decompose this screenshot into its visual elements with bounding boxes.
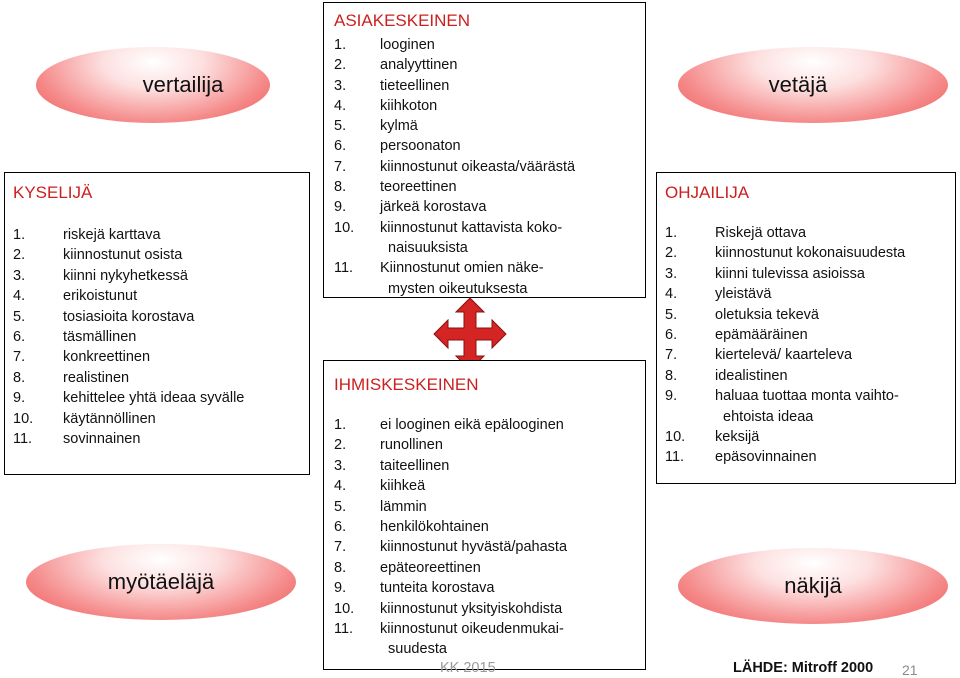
list-item-text: kiihkeä	[380, 478, 426, 495]
list-item-text: täsmällinen	[63, 329, 137, 346]
list-item-number: 8.	[334, 559, 347, 576]
list-item-number: 5.	[665, 306, 678, 323]
list-item-number: 2.	[334, 57, 347, 74]
list-item	[665, 447, 947, 467]
list-item-number: 4.	[334, 97, 347, 114]
footer-source: LÄHDE: Mitroff 2000	[733, 660, 874, 676]
ellipse-vetaja	[678, 47, 948, 123]
list-item	[13, 347, 301, 367]
list-item-number: 10.	[665, 429, 686, 446]
list-item-text: kiinni nykyhetkessä	[63, 267, 188, 284]
list-item	[334, 415, 635, 435]
ellipse-label: myötäeläjä	[107, 569, 215, 594]
list-item-text: erikoistunut	[63, 288, 138, 305]
list-item-text: kiinnostunut oikeasta/väärästä	[380, 158, 576, 175]
list-item-number: 3.	[334, 457, 347, 474]
kyselija-box	[4, 172, 310, 475]
list-item	[334, 238, 635, 258]
list-item-text: naisuuksista	[380, 239, 468, 256]
list-item-number: 8.	[665, 367, 678, 384]
list-item-text: epäsovinnainen	[715, 449, 817, 466]
list-item-number	[334, 279, 380, 299]
list-item-text: realistinen	[63, 369, 130, 386]
kyselija-heading: KYSELIJÄ	[13, 183, 93, 202]
list-item-number: 2.	[334, 437, 347, 454]
list-item	[665, 345, 947, 365]
list-item-text: henkilökohtainen	[380, 519, 489, 536]
list-item-text: kylmä	[380, 118, 418, 135]
list-item	[334, 55, 635, 75]
list-item-number: 9.	[334, 580, 347, 597]
list-item-text: kiinni tulevissa asioissa	[715, 265, 865, 282]
list-item-text: tunteita korostava	[380, 580, 495, 597]
page-number: 21	[902, 662, 918, 678]
list-item-number: 7.	[665, 347, 678, 364]
list-item-text: oletuksia tekevä	[715, 306, 819, 323]
list-item-text: kiinnostunut yksityiskohdista	[380, 600, 563, 617]
list-item-text: haluaa tuottaa monta vaihto-	[715, 388, 899, 405]
list-item	[665, 305, 947, 325]
list-item	[665, 243, 947, 263]
list-item-number: 4.	[665, 286, 678, 303]
list-item	[665, 264, 947, 284]
list-item-text: lämmin	[380, 498, 427, 515]
list-item	[334, 599, 635, 619]
list-item	[13, 409, 301, 429]
list-item-number: 10.	[334, 219, 355, 236]
list-item-number: 4.	[334, 478, 347, 495]
list-item-number: 8.	[13, 369, 26, 386]
list-item	[334, 116, 635, 136]
list-item-text: mysten oikeutuksesta	[380, 280, 528, 297]
list-item	[13, 388, 301, 408]
list-item	[665, 386, 947, 406]
list-item	[334, 136, 635, 156]
list-item-number: 7.	[13, 349, 26, 366]
list-item-text: kehittelee yhtä ideaa syvälle	[63, 390, 245, 407]
ellipse-label: näkijä	[784, 573, 842, 598]
list-item-number: 1.	[334, 417, 347, 433]
list-item	[334, 476, 635, 496]
list-item-text: yleistävä	[715, 286, 772, 303]
list-item-text: kiinnostunut kokonaisuudesta	[715, 245, 906, 262]
list-item	[334, 96, 635, 116]
list-item-number: 4.	[13, 288, 26, 305]
list-item-text: kiinnostunut osista	[63, 247, 183, 264]
list-item	[334, 35, 635, 55]
list-item	[13, 327, 301, 347]
list-item-text: kiertelevä/ kaarteleva	[715, 347, 853, 364]
list-item-text: tieteellinen	[380, 77, 450, 94]
list-item-number: 11.	[334, 621, 354, 638]
list-item-text: persoonaton	[380, 138, 461, 155]
list-item-number: 2.	[665, 245, 678, 262]
kyselija-list	[13, 225, 301, 449]
list-item-text: käytännöllinen	[63, 410, 156, 427]
list-item	[13, 307, 301, 327]
list-item	[13, 266, 301, 286]
list-item	[334, 157, 635, 177]
list-item	[13, 429, 301, 449]
list-item-text: ehtoista ideaa	[715, 408, 814, 425]
list-item	[334, 177, 635, 197]
ellipse-label: vertailija	[142, 72, 224, 97]
list-item-number: 9.	[13, 390, 26, 407]
ohjailija-list	[665, 223, 947, 468]
list-item-number: 10.	[334, 600, 355, 617]
list-item-number: 2.	[13, 247, 26, 264]
list-item-text: looginen	[380, 37, 435, 53]
list-item-text: tosiasioita korostava	[63, 308, 195, 325]
list-item-text: idealistinen	[715, 367, 788, 384]
list-item-number: 5.	[334, 118, 347, 135]
list-item-number: 6.	[334, 138, 347, 155]
list-item-text: epäteoreettinen	[380, 559, 481, 576]
list-item	[665, 427, 947, 447]
list-item-number: 1.	[334, 37, 347, 53]
list-item	[334, 258, 635, 278]
list-item-text: suudesta	[380, 641, 447, 658]
list-item-text: järkeä korostava	[380, 199, 487, 216]
list-item	[334, 197, 635, 217]
list-item-number: 9.	[665, 388, 678, 405]
list-item	[334, 456, 635, 476]
list-item	[334, 537, 635, 557]
list-item-text: kiinnostunut oikeudenmukai-	[380, 621, 564, 638]
list-item-text: analyyttinen	[380, 57, 458, 74]
list-item-text: konkreettinen	[63, 349, 151, 366]
list-item-number: 11.	[334, 260, 354, 277]
list-item-number: 8.	[334, 179, 347, 196]
list-item-number: 5.	[334, 498, 347, 515]
list-item-text: taiteellinen	[380, 457, 450, 474]
ihmiskeskeinen-list	[334, 415, 635, 660]
list-item-number: 6.	[334, 519, 347, 536]
list-item	[334, 578, 635, 598]
list-item	[665, 366, 947, 386]
list-item	[665, 223, 947, 243]
list-item-text: riskejä karttava	[63, 227, 161, 243]
list-item-text: keksijä	[715, 429, 760, 446]
list-item	[665, 325, 947, 345]
list-item-text: Kiinnostunut omien näke-	[380, 260, 544, 277]
list-item-text: kiinnostunut kattavista koko-	[380, 219, 563, 236]
list-item	[13, 225, 301, 245]
list-item-number: 3.	[665, 265, 678, 282]
list-item-text: ei looginen eikä epälooginen	[380, 417, 564, 433]
list-item	[334, 619, 635, 639]
list-item	[665, 407, 947, 427]
ihmiskeskeinen-box	[323, 360, 646, 670]
list-item-number	[334, 639, 380, 659]
list-item-number: 3.	[334, 77, 347, 94]
list-item-number: 7.	[334, 158, 347, 175]
list-item-text: runollinen	[380, 437, 443, 454]
list-item-text: kiihkoton	[380, 97, 438, 114]
list-item-number: 6.	[13, 329, 26, 346]
asiakeskeinen-heading: ASIAKESKEINEN	[334, 11, 471, 30]
list-item	[334, 558, 635, 578]
ohjailija-heading: OHJAILIJA	[665, 183, 750, 202]
list-item	[13, 286, 301, 306]
list-item-number: 10.	[13, 410, 34, 427]
list-item-number: 3.	[13, 267, 26, 284]
list-item-text: Riskejä ottava	[715, 225, 807, 241]
ellipse-vertailija	[36, 47, 270, 123]
ellipse-label: vetäjä	[768, 72, 828, 97]
list-item-number: 11.	[665, 449, 685, 466]
list-item-text: epämääräinen	[715, 327, 808, 344]
list-item	[334, 517, 635, 537]
asiakeskeinen-list	[334, 35, 635, 299]
list-item	[665, 284, 947, 304]
list-item-number: 1.	[13, 227, 26, 243]
list-item	[334, 435, 635, 455]
list-item	[334, 639, 635, 659]
asiakeskeinen-box	[323, 2, 646, 298]
list-item-text: teoreettinen	[380, 179, 457, 196]
list-item-number: 7.	[334, 539, 347, 556]
list-item-number: 1.	[665, 225, 678, 241]
list-item	[13, 245, 301, 265]
list-item-number	[334, 238, 380, 258]
footer-author: KK 2015	[440, 660, 496, 676]
ohjailija-box	[656, 172, 956, 484]
list-item	[334, 76, 635, 96]
list-item	[334, 218, 635, 238]
list-item-number: 6.	[665, 327, 678, 344]
list-item-number: 9.	[334, 199, 347, 216]
list-item	[334, 497, 635, 517]
list-item-number	[665, 407, 715, 427]
ellipse-nakija	[678, 548, 948, 624]
list-item-number: 5.	[13, 308, 26, 325]
ellipse-myotaelaja	[26, 544, 296, 620]
list-item-text: kiinnostunut hyvästä/pahasta	[380, 539, 568, 556]
ihmiskeskeinen-heading: IHMISKESKEINEN	[334, 375, 479, 394]
list-item-number: 11.	[13, 431, 33, 448]
list-item-text: sovinnainen	[63, 431, 141, 448]
list-item	[13, 368, 301, 388]
